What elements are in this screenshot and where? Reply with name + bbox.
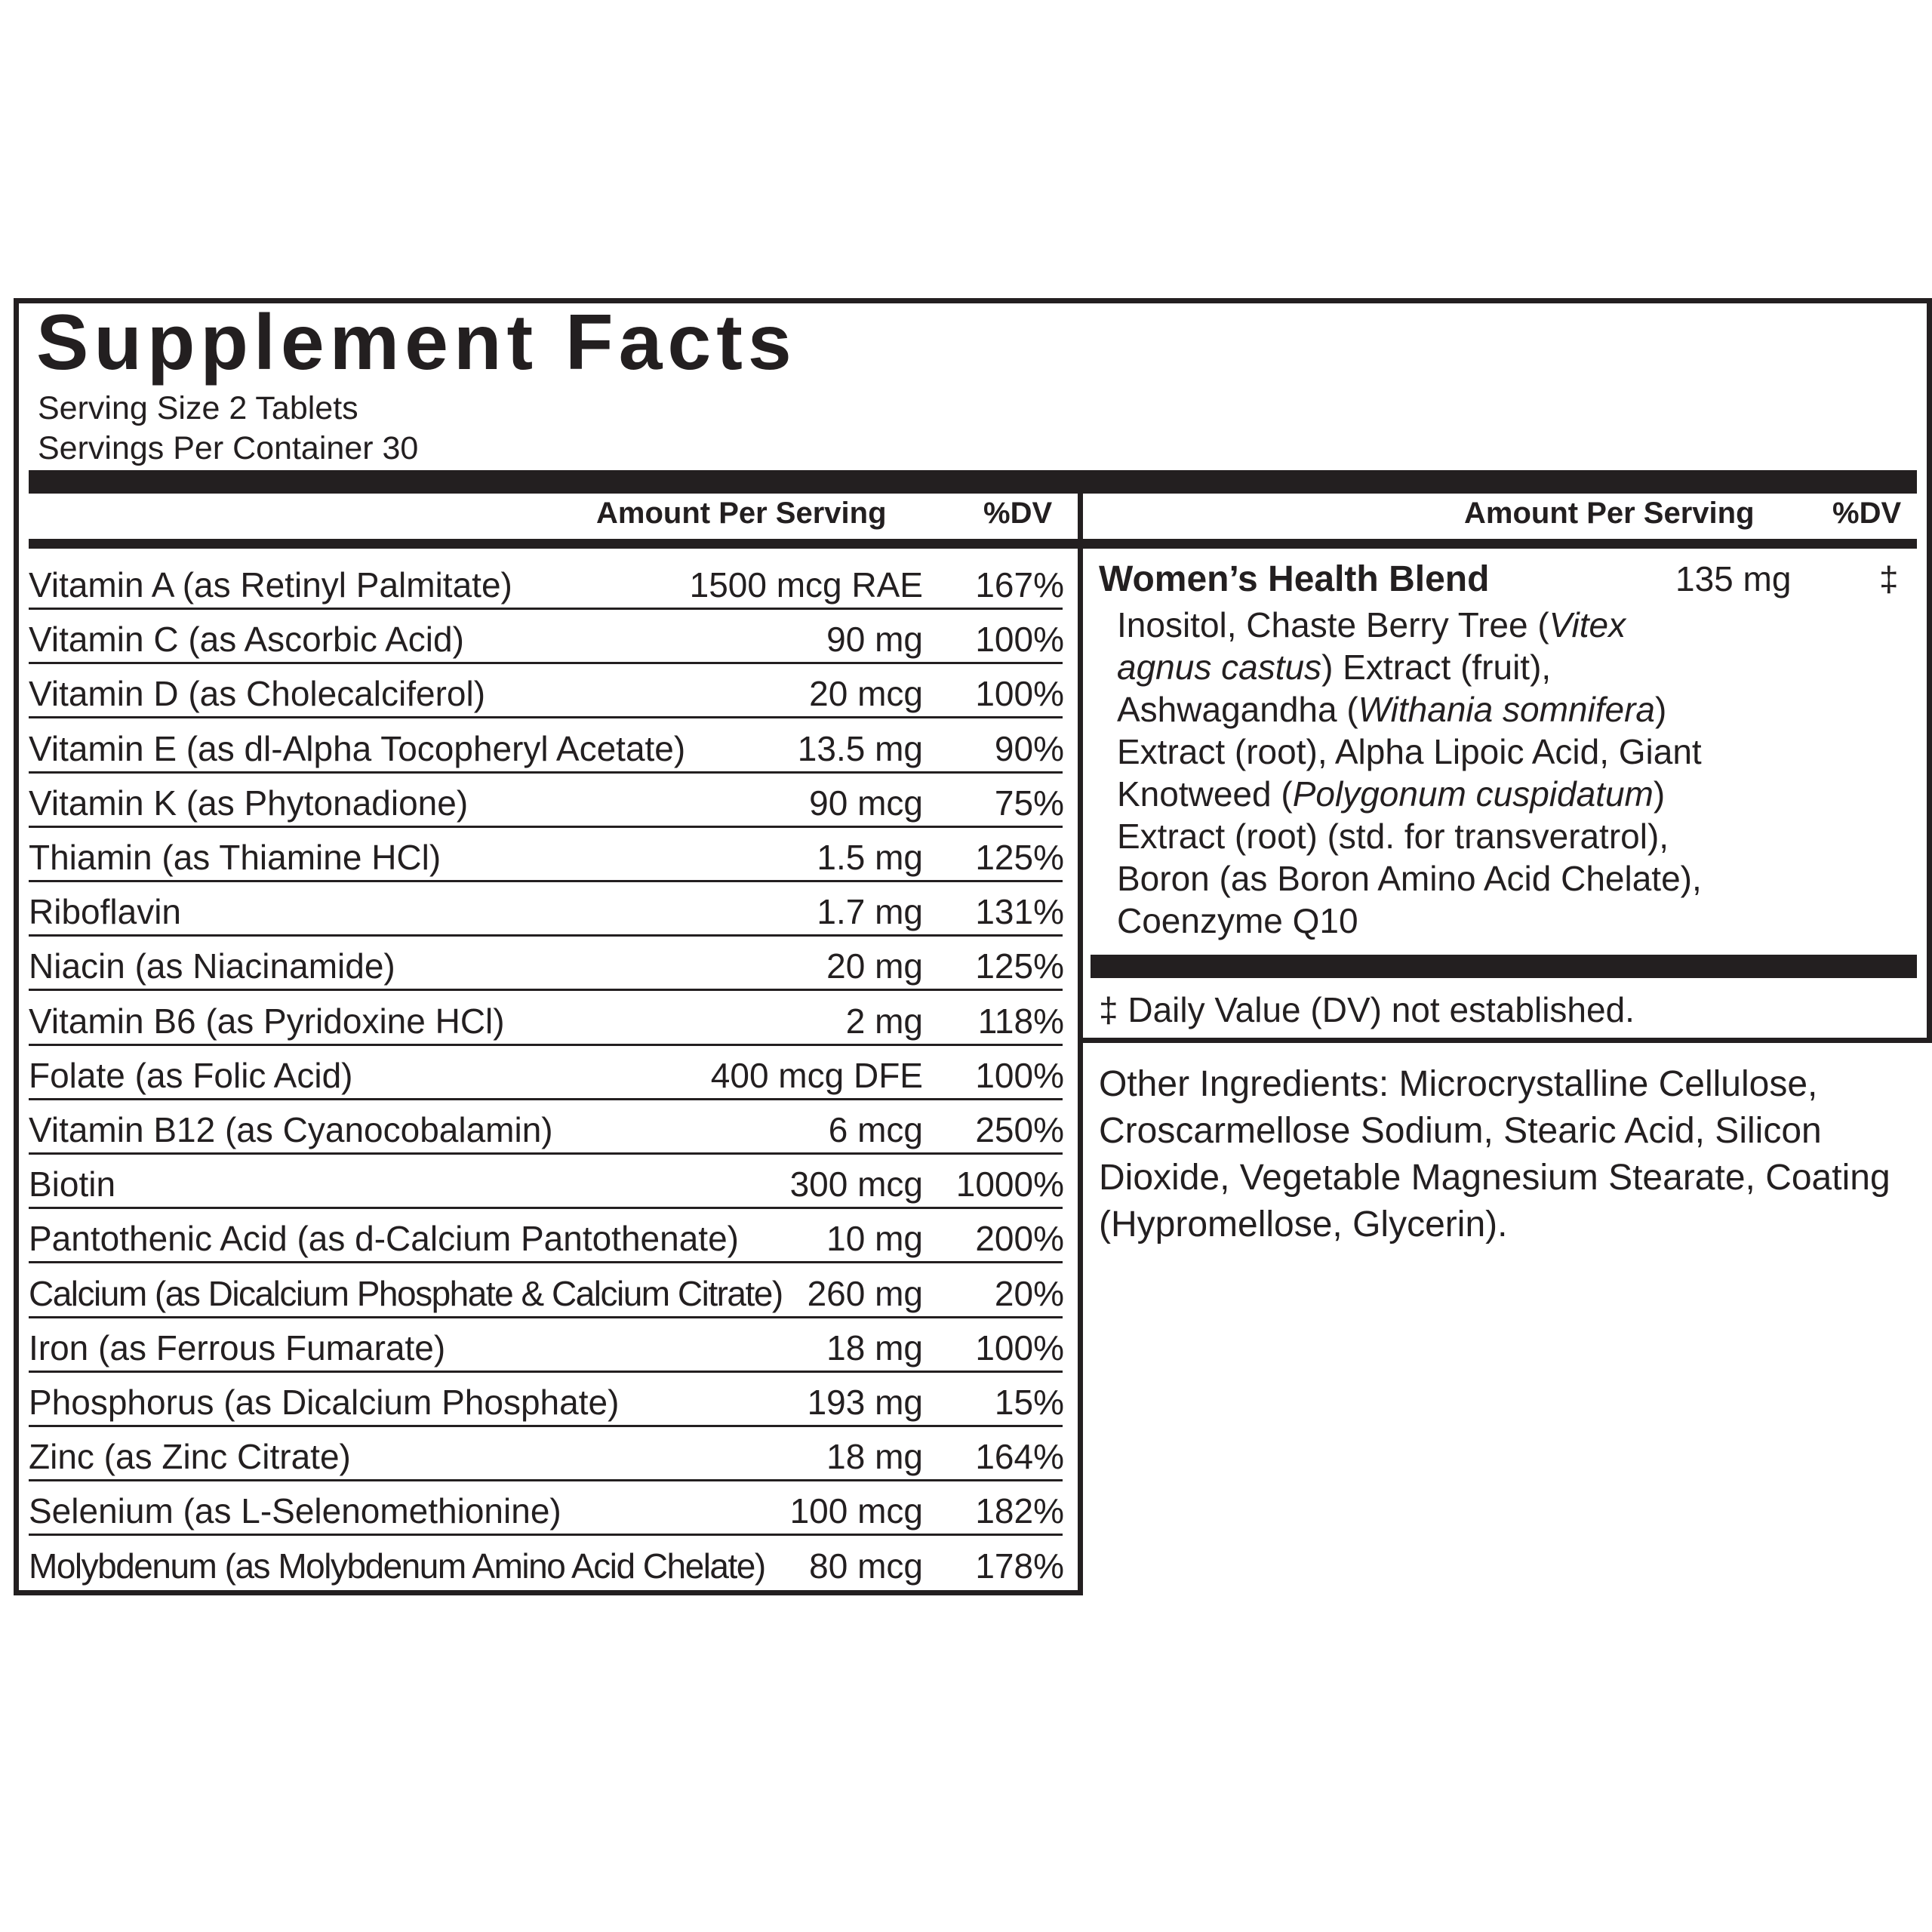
nutrient-amount: 100 mcg [789,1491,923,1531]
nutrient-dv: 250% [975,1110,1064,1149]
nutrient-dv: 125% [975,946,1064,986]
table-row [29,719,1063,774]
blend-divider [1091,955,1917,978]
nutrient-amount: 6 mcg [828,1110,923,1149]
nutrient-amount: 1.7 mg [817,892,923,932]
blend-amount: 135 mg [1675,559,1792,598]
nutrient-amount: 20 mcg [809,674,923,714]
right-header-amount: Amount Per Serving [1464,497,1755,530]
nutrient-name: Calcium (as Dicalcium Phosphate & Calcium Citrate) [29,1273,783,1313]
table-row [29,555,1063,610]
nutrient-dv: 118% [977,1001,1064,1041]
table-row [29,610,1063,664]
table-row [29,882,1063,937]
nutrient-dv: 200% [975,1219,1064,1259]
ingredient-text: ) Extract (fruit), Ashwagandha ( [1117,648,1552,729]
dv-footnote: ‡ Daily Value (DV) not established. [1099,990,1635,1029]
nutrient-name: Zinc (as Zinc Citrate) [29,1437,351,1477]
servings-per-container: Servings Per Container 30 [38,430,419,466]
nutrient-dv: 100% [975,620,1064,660]
ingredient-text: Inositol, Chaste Berry Tree ( [1117,605,1549,645]
table-row [29,828,1063,882]
nutrient-amount: 1.5 mg [817,838,923,877]
nutrient-amount: 20 mg [826,946,923,986]
nutrient-amount: 260 mg [807,1273,923,1313]
nutrient-amount: 80 mcg [809,1546,923,1586]
blend-dv: ‡ [1879,559,1899,598]
nutrient-name: Iron (as Ferrous Fumarate) [29,1327,446,1367]
other-ingredients: Other Ingredients: Microcrystalline Cellulose, Croscarmellose Sodium, Stearic Acid, Silicon Dioxide, Vegetable Magnesium Stearate, Coating (Hypromellose, Glycerin). [1099,1064,1890,1244]
nutrient-dv: 15% [994,1383,1064,1422]
botanical-name: Vitex agnus castus [1117,605,1626,687]
nutrient-name: Vitamin B12 (as Cyanocobalamin) [29,1110,553,1149]
nutrient-name: Molybdenum (as Molybdenum Amino Acid Chelate) [29,1546,765,1586]
thick-divider [29,470,1917,494]
label-title: Supplement Facts [36,299,797,386]
table-row [29,1427,1063,1481]
nutrient-amount: 18 mg [826,1437,923,1477]
nutrient-amount: 10 mg [826,1219,923,1259]
table-row [29,1209,1063,1263]
nutrient-dv: 100% [975,674,1064,714]
nutrient-amount: 2 mg [845,1001,923,1041]
table-row [29,1100,1063,1155]
left-header-amount: Amount Per Serving [596,497,887,530]
table-row [29,664,1063,718]
botanical-name: Withania somnifera [1358,690,1655,729]
nutrient-name: Thiamin (as Thiamine HCl) [29,838,441,877]
table-row [29,1318,1063,1373]
nutrient-name: Vitamin C (as Ascorbic Acid) [29,620,464,660]
nutrient-dv: 100% [975,1327,1064,1367]
nutrient-dv: 20% [994,1273,1064,1313]
nutrient-dv: 164% [975,1437,1064,1477]
table-row [29,1537,1063,1591]
blend-ingredients [1117,604,1706,942]
left-header-dv: %DV [983,497,1053,530]
nutrient-dv: 1000% [955,1164,1064,1204]
nutrient-dv: 182% [975,1491,1064,1531]
table-row [29,992,1063,1046]
nutrient-dv: 178% [975,1546,1064,1586]
table-row [29,1264,1063,1318]
nutrient-dv: 167% [975,565,1064,605]
nutrient-dv: 75% [994,783,1064,823]
table-row [29,1373,1063,1427]
table-row [29,937,1063,991]
table-row [29,1155,1063,1209]
nutrient-amount: 1500 mcg RAE [689,565,923,605]
nutrient-name: Vitamin E (as dl-Alpha Tocopheryl Acetate) [29,728,686,768]
nutrient-amount: 90 mg [826,620,923,660]
nutrient-name: Phosphorus (as Dicalcium Phosphate) [29,1383,620,1422]
nutrient-dv: 125% [975,838,1064,877]
nutrient-name: Biotin [29,1164,116,1204]
right-header-rule [1083,539,1917,549]
nutrient-name: Folate (as Folic Acid) [29,1055,353,1095]
nutrient-name: Vitamin D (as Cholecalciferol) [29,674,486,714]
left-header-rule [29,539,1078,549]
nutrient-amount: 13.5 mg [797,728,923,768]
nutrient-amount: 18 mg [826,1327,923,1367]
ingredient-text: ) Extract (root), Alpha Lipoic Acid, Giant Knotweed ( [1117,690,1702,814]
ingredient-text: ) Extract (root) (std. for transveratrol), Boron (as Boron Amino Acid Chelate), Coenzyme Q10 [1117,774,1702,940]
nutrient-amount: 400 mcg DFE [710,1055,923,1095]
nutrient-amount: 193 mg [807,1383,923,1422]
nutrient-dv: 90% [994,728,1064,768]
table-row [29,1481,1063,1536]
nutrient-name: Vitamin K (as Phytonadione) [29,783,469,823]
nutrient-amount: 90 mcg [809,783,923,823]
serving-size: Serving Size 2 Tablets [38,390,358,426]
nutrient-amount: 300 mcg [789,1164,923,1204]
nutrient-name: Vitamin A (as Retinyl Palmitate) [29,565,512,605]
nutrient-name: Vitamin B6 (as Pyridoxine HCl) [29,1001,505,1041]
table-row [29,774,1063,828]
nutrient-dv: 100% [975,1055,1064,1095]
nutrient-name: Niacin (as Niacinamide) [29,946,395,986]
botanical-name: Polygonum cuspidatum [1292,774,1654,814]
blend-name: Women’s Health Blend [1099,559,1490,599]
nutrient-name: Selenium (as L-Selenomethionine) [29,1491,561,1531]
nutrient-dv: 131% [975,892,1064,932]
nutrient-name: Pantothenic Acid (as d-Calcium Pantothenate) [29,1219,739,1259]
table-row [29,1046,1063,1100]
nutrient-name: Riboflavin [29,892,181,932]
right-header-dv: %DV [1832,497,1902,530]
